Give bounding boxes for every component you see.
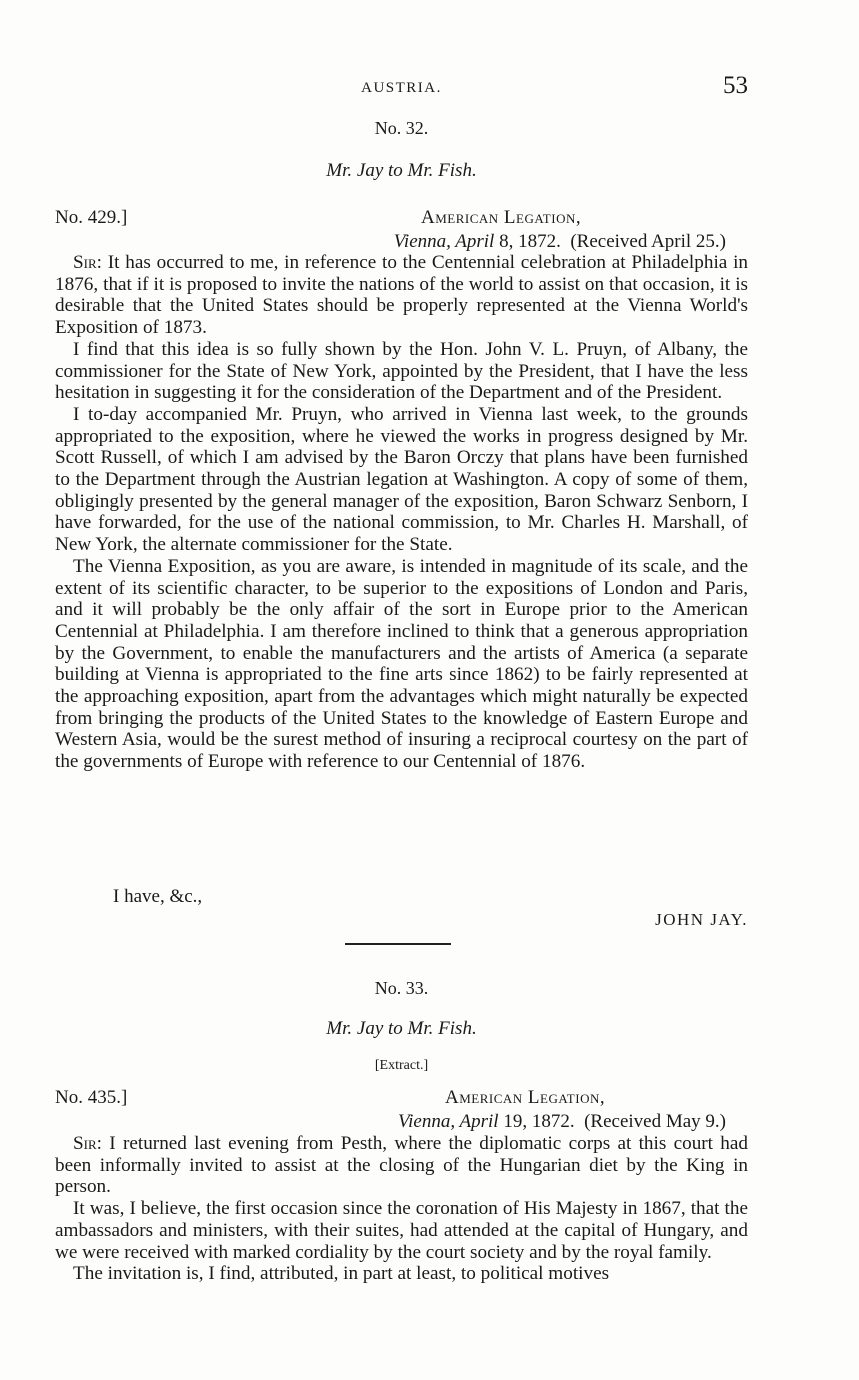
doc32-dateline — [55, 206, 748, 258]
doc32-place: Vienna, April — [393, 231, 495, 252]
doc32-salutation: Sir: — [73, 252, 103, 273]
doc33-salutation: Sir: — [73, 1133, 103, 1154]
page-number: 53 — [723, 72, 748, 99]
running-head — [55, 74, 748, 104]
doc32-signature: JOHN JAY. — [655, 910, 748, 929]
doc32-received: (Received April 25.) — [570, 231, 726, 252]
doc32-paragraph: I find that this idea is so fully shown by the Hon. John V. L. Pruyn, of Albany, the commissioner for the State of New York, appointed by the President, that I have the less hesitation in suggesting it for the consideration of the Department and of the President. — [55, 338, 748, 404]
doc32-place-date — [394, 230, 726, 254]
doc33-dateline — [55, 1086, 748, 1138]
doc32-body — [55, 252, 748, 773]
doc33-paragraph: Sir: I returned last evening from Pesth, where the diplomatic corps at this court had been informally invited to assist at the closing of the Hungarian diet by the King in person. — [55, 1133, 748, 1198]
doc33-extract-label: [Extract.] — [374, 1058, 429, 1073]
doc32-paragraph: Sir: It has occurred to me, in reference to the Centennial celebration at Philadelphia in 1876, that if it is proposed to invite the nations of the world to assist on that occasion, it is desirable that the United States should be properly represented at the Vienna World's Exposition of 1873. — [55, 252, 748, 339]
doc33-paragraph: It was, I believe, the first occasion since the coronation of His Majesty in 1867, that the ambassadors and ministers, with their suites, had attended at the capital of Hungary, and we were received with marked cordiality by the court society and by the royal family. — [55, 1198, 748, 1263]
document-page — [55, 0, 748, 1380]
doc32-dispatch-number: No. 429.] — [55, 207, 128, 228]
doc33-place: Vienna, April — [397, 1111, 499, 1132]
doc32-paragraph: I to-day accompanied Mr. Pruyn, who arrived in Vienna last week, to the grounds appropriated to the exposition, where he viewed the works in progress designed by Mr. Scott Russell, of which I am advised by the Baron Orczy that plans have been furnished to the Department through the Austrian legation at Washington. A copy of some of them, obligingly presented by the general manager of the exposition, Baron Schwarz Senborn, I have forwarded, for the use of the national commission, to Mr. Charles H. Marshall, of New York, the alternate commissioner for the State. — [55, 403, 748, 556]
running-title: AUSTRIA. — [361, 80, 442, 96]
doc32-paragraph: The Vienna Exposition, as you are aware, is intended in magnitude of its scale, and the extent of its scientific character, to be superior to the expositions of London and Paris, and it will probably be the only affair of the sort in Europe prior to the American Centennial at Philadelphia. I am therefore inclined to think that a generous appropriation by the Government, to enable the manufacturers and the artists of America (a separate building at Vienna is appropriated to the fine arts since 1862) to be fairly represented at the approaching exposition, apart from the advantages which might naturally be expected from bringing the products of the United States to the knowledge of Eastern Europe and Western Asia, would be the surest method of insuring a reciprocal courtesy on the part of the governments of Europe with reference to our Centennial of 1876. — [55, 555, 748, 773]
doc32-heading: Mr. Jay to Mr. Fish. — [326, 160, 477, 181]
doc33-number: No. 33. — [374, 978, 429, 998]
doc33-body — [55, 1133, 748, 1285]
doc33-place-date — [398, 1110, 726, 1134]
doc33-paragraph: The invitation is, I find, attributed, in part at least, to political motives — [73, 1263, 610, 1285]
doc32-number: No. 32. — [374, 118, 429, 138]
doc33-dispatch-number: No. 435.] — [55, 1087, 128, 1108]
doc33-date: 19, 1872. — [503, 1111, 575, 1132]
doc32-date: 8, 1872. — [499, 231, 561, 252]
doc33-heading: Mr. Jay to Mr. Fish. — [326, 1018, 477, 1039]
section-divider — [345, 943, 451, 945]
doc33-received: (Received May 9.) — [584, 1111, 726, 1132]
doc32-closing: I have, &c., — [113, 886, 203, 907]
doc33-legation: American Legation, — [445, 1087, 606, 1108]
doc32-legation: American Legation, — [421, 207, 582, 228]
